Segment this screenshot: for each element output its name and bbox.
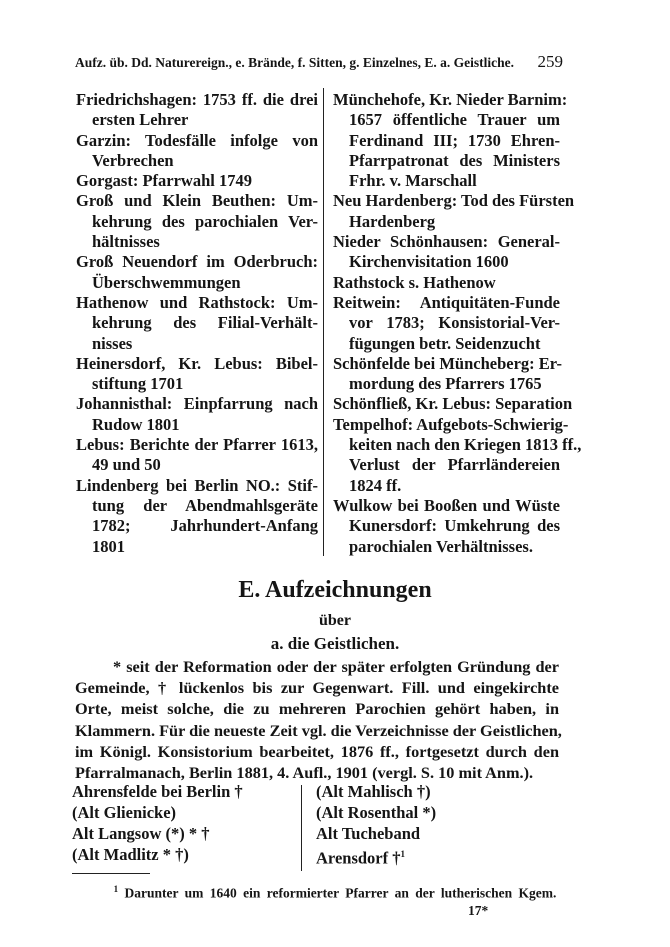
index-entry bbox=[76, 90, 318, 131]
entry-line: Reitwein: Antiquitäten-Funde bbox=[333, 292, 560, 312]
entry-line: Ferdinand III; 1730 Ehren- bbox=[349, 130, 560, 150]
list-item bbox=[316, 823, 546, 844]
entry-line: vor 1783; Konsistorial-Ver- bbox=[349, 313, 560, 333]
running-head bbox=[75, 52, 563, 72]
entry-line: tung der Abendmahlsgeräte bbox=[92, 495, 318, 515]
entry-line: Heinersdorf, Kr. Lebus: Bibel- bbox=[76, 353, 318, 373]
index-entry bbox=[333, 293, 560, 354]
running-head-title: Aufz. üb. Dd. Naturereign., e. Brände, f. Sitten, g. Einzelnes, E. a. Geistliche. bbox=[75, 55, 514, 70]
entry-line: kehrung des Filial-Verhält- bbox=[92, 313, 318, 333]
index-entry bbox=[333, 354, 560, 395]
page-number: 259 bbox=[537, 52, 563, 71]
intro-paragraph bbox=[75, 656, 562, 783]
list-item bbox=[72, 802, 297, 823]
section-sub: über bbox=[319, 612, 351, 629]
entry-line: Pfarrpatronat des Ministers bbox=[349, 150, 560, 170]
paragraph-line: im Königl. Konsistorium bearbeitet, 1876 ff., fortgesetzt durch den bbox=[75, 741, 559, 761]
footnote-rule bbox=[72, 873, 150, 874]
footnote-mark: 1 bbox=[113, 884, 119, 894]
left-index-column bbox=[76, 90, 318, 557]
entry-line: nisses bbox=[92, 333, 133, 353]
list-item bbox=[72, 823, 297, 844]
entry-line: fügungen betr. Seidenzucht bbox=[349, 333, 541, 353]
entry-line: Frhr. v. Marschall bbox=[349, 171, 477, 191]
entry-line: ersten Lehrer bbox=[92, 110, 189, 130]
entry-line: Verbrechen bbox=[92, 150, 174, 170]
paragraph-line: Gemeinde, † lückenlos bis zur Gegenwart. Fill. und eingekirchte bbox=[75, 678, 559, 698]
column-divider bbox=[323, 88, 324, 556]
paragraph-line: Klammern. Für die neueste Zeit vgl. die Verzeichnisse der Geistlichen, bbox=[75, 720, 562, 740]
footnote-reference: 1 bbox=[400, 849, 405, 859]
list-divider bbox=[301, 785, 302, 871]
index-entry bbox=[76, 252, 318, 293]
index-entry bbox=[333, 90, 568, 191]
list-item-text: (Alt Madlitz * †) bbox=[72, 845, 189, 864]
entry-line: 1801 bbox=[92, 536, 125, 556]
entry-line: Neu Hardenberg: Tod des Fürsten bbox=[333, 191, 575, 211]
entry-line: Überschwemmungen bbox=[92, 272, 241, 292]
entry-line: keiten nach den Kriegen 1813 ff., bbox=[349, 435, 582, 455]
entry-line: Garzin: Todesfälle infolge von bbox=[76, 130, 318, 150]
entry-line: Hardenberg bbox=[349, 211, 436, 231]
list-item bbox=[316, 802, 546, 823]
entry-line: mordung des Pfarrers 1765 bbox=[349, 374, 542, 394]
section-heading: E. Aufzeichnungen bbox=[238, 577, 432, 603]
index-entry bbox=[333, 191, 575, 232]
entry-line: Lebus: Berichte der Pfarrer 1613, bbox=[76, 435, 318, 455]
entry-line: Groß Neuendorf im Oderbruch: bbox=[76, 252, 318, 272]
entry-line: 1782; Jahrhundert-Anfang bbox=[92, 516, 318, 536]
entry-line: stiftung 1701 bbox=[92, 374, 184, 394]
index-entry bbox=[333, 394, 573, 414]
list-item-text: (Alt Rosenthal *) bbox=[316, 803, 437, 822]
paragraph-line: Pfarralmanach, Berlin 1881, 4. Aufl., 1901 (vergl. S. 10 mit Anm.). bbox=[75, 763, 534, 783]
entry-line: Groß und Klein Beuthen: Um- bbox=[76, 191, 318, 211]
entry-line: 1657 öffentliche Trauer um bbox=[349, 110, 560, 130]
entry-line: Tempelhof: Aufgebots-Schwierig- bbox=[333, 414, 569, 434]
entry-line: hältnisses bbox=[92, 232, 160, 252]
index-entry bbox=[76, 293, 318, 354]
index-entry bbox=[76, 394, 318, 435]
list-item bbox=[72, 781, 297, 802]
index-entry bbox=[76, 191, 318, 252]
list-item-text: Alt Tucheband bbox=[316, 824, 421, 843]
paragraph-line: * seit der Reformation oder der später erfolgten Gründung der bbox=[113, 657, 559, 676]
entry-line: kehrung des parochialen Ver- bbox=[92, 211, 318, 231]
entry-line: Hathenow und Rathstock: Um- bbox=[76, 292, 318, 312]
index-entry bbox=[76, 435, 318, 476]
index-entry bbox=[76, 131, 318, 172]
index-entry bbox=[333, 273, 560, 293]
entry-line: Johannisthal: Einpfarrung nach bbox=[76, 394, 318, 414]
signature-mark: 17* bbox=[468, 903, 489, 918]
entry-line: Nieder Schönhausen: General- bbox=[333, 232, 560, 252]
index-entry bbox=[76, 171, 318, 191]
list-item bbox=[316, 844, 546, 869]
list-item bbox=[316, 781, 546, 802]
entry-line: Rudow 1801 bbox=[92, 414, 180, 434]
index-entry bbox=[333, 414, 582, 496]
clergy-list-left bbox=[72, 781, 297, 865]
list-item-text: (Alt Mahlisch †) bbox=[316, 782, 431, 801]
entry-line: Lindenberg bei Berlin NO.: Stif- bbox=[76, 475, 318, 495]
list-item-text: Ahrensfelde bei Berlin † bbox=[72, 782, 243, 801]
footnote-text: Darunter um 1640 ein reformierter Pfarrer an der lutherischen Kgem. bbox=[124, 885, 557, 901]
entry-line: Rathstock s. Hathenow bbox=[333, 272, 496, 292]
index-entry bbox=[333, 496, 560, 557]
right-index-column bbox=[333, 90, 582, 557]
list-item-text: Alt Langsow (*) * † bbox=[72, 824, 210, 843]
footnote bbox=[0, 884, 670, 902]
index-entry bbox=[76, 476, 318, 557]
entry-line: Schönfließ, Kr. Lebus: Separation bbox=[333, 394, 573, 414]
entry-line: Gorgast: Pfarrwahl 1749 bbox=[76, 171, 252, 191]
index-entry bbox=[76, 354, 318, 395]
entry-line: Verlust der Pfarrländereien bbox=[349, 455, 560, 475]
entry-line: parochialen Verhältnisses. bbox=[349, 536, 533, 556]
entry-line: Schönfelde bei Müncheberg: Er- bbox=[333, 353, 562, 373]
entry-line: Kunersdorf: Umkehrung des bbox=[349, 516, 560, 536]
clergy-list-right bbox=[316, 781, 546, 869]
list-item-text: Arensdorf † bbox=[316, 848, 401, 868]
list-item-text: (Alt Glienicke) bbox=[72, 803, 177, 822]
entry-line: Kirchenvisitation 1600 bbox=[349, 252, 509, 272]
section-subheading: a. die Geistlichen. bbox=[270, 634, 400, 653]
index-entry bbox=[333, 232, 560, 273]
entry-line: Münchehofe, Kr. Nieder Barnim: bbox=[333, 90, 568, 109]
list-item bbox=[72, 844, 297, 865]
entry-line: 1824 ff. bbox=[349, 475, 402, 495]
entry-line: 49 und 50 bbox=[92, 455, 161, 475]
paragraph-line: Orte, meist solche, die zu mehreren Parochien gehört haben, in bbox=[75, 699, 559, 719]
entry-line: Friedrichshagen: 1753 ff. die drei bbox=[76, 90, 318, 109]
entry-line: Wulkow bei Booßen und Wüste bbox=[333, 495, 560, 515]
